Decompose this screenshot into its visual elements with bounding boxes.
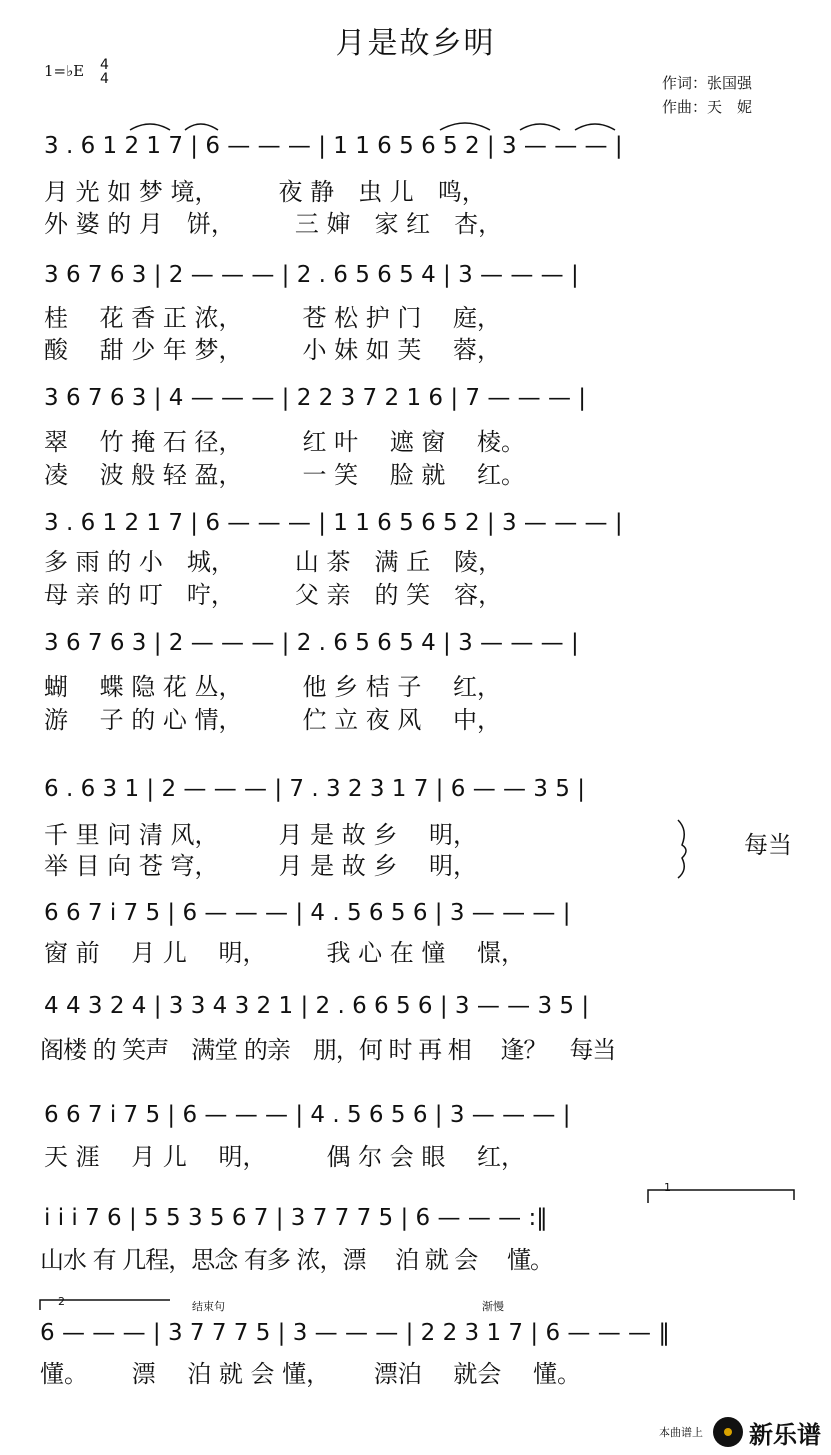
slur bbox=[185, 124, 218, 130]
notation-line: 6 6 7 i 7 5 | 6 — — — | 4 . 5 6 5 6 | 3 — — — | bbox=[44, 900, 571, 926]
lyrics-verse-1: 天 涯 月 儿 明， 偶 尔 会 眼 红， bbox=[44, 1143, 526, 1171]
lyrics-verse-1: 翠 竹 掩 石 径， 红 叶 遮 窗 棱。 bbox=[44, 428, 526, 456]
notation-line: 6 6 7 i 7 5 | 6 — — — | 4 . 5 6 5 6 | 3 — — — | bbox=[44, 1102, 571, 1128]
logo-brand: 新乐谱 bbox=[749, 1420, 821, 1449]
notation-line: 3 6 7 6 3 | 4 — — — | 2 2 3 7 2 1 6 | 7 — — — | bbox=[44, 385, 587, 411]
lyrics-verse-2: 凌 波 般 轻 盈， 一 笑 脸 就 红。 bbox=[44, 461, 526, 489]
lyrics-verse-2: 外 婆 的 月 饼， 三 婶 家 红 杏， bbox=[44, 210, 503, 238]
lyrics-verse-1: 桂 花 香 正 浓， 苍 松 护 门 庭， bbox=[44, 304, 502, 332]
volta-2-bracket bbox=[40, 1300, 170, 1310]
lyricist: 作词：张国强 bbox=[662, 74, 753, 92]
site-logo bbox=[659, 1415, 821, 1449]
volta-1-label: 1 bbox=[664, 1181, 671, 1194]
time-top: 4 bbox=[100, 57, 109, 73]
notation-line: i i i 7 6 | 5 5 3 5 6 7 | 3 7 7 7 5 | 6 — — — :‖ bbox=[44, 1205, 548, 1231]
rit-mark: 渐慢 bbox=[482, 1300, 504, 1313]
slur bbox=[575, 124, 615, 130]
page-title: 月是故乡明 bbox=[335, 26, 496, 61]
logo-prefix: 本曲谱上 bbox=[659, 1426, 703, 1439]
lyrics-verse-2: 游 子 的 心 情， 伫 立 夜 风 中， bbox=[44, 706, 502, 734]
lyrics-verse-1: 懂。 漂 泊 就 会 懂， 漂泊 就会 懂。 bbox=[40, 1360, 582, 1388]
brace bbox=[678, 820, 686, 878]
lyrics-verse-1: 多 雨 的 小 城， 山 茶 满 丘 陵， bbox=[44, 548, 503, 576]
slur bbox=[130, 124, 170, 130]
lyrics-verse-2: 母 亲 的 叮 咛， 父 亲 的 笑 容， bbox=[44, 581, 503, 609]
side-lyric: 每当 bbox=[744, 831, 792, 859]
notation-line: 3 . 6 1 2 1 7 | 6 — — — | 1 1 6 5 6 5 2 | 3 — — — | bbox=[44, 510, 623, 536]
time-bottom: 4 bbox=[100, 71, 109, 87]
lyrics-verse-1: 窗 前 月 儿 明， 我 心 在 憧 憬， bbox=[44, 939, 526, 967]
lyrics-verse-1: 月 光 如 梦 境， 夜 静 虫 儿 鸣， bbox=[44, 178, 486, 206]
notation-line: 3 . 6 1 2 1 7 | 6 — — — | 1 1 6 5 6 5 2 | 3 — — — | bbox=[44, 133, 623, 159]
composer: 作曲：天 妮 bbox=[662, 98, 753, 116]
slur bbox=[440, 123, 490, 130]
volta-1-bracket bbox=[648, 1190, 794, 1203]
record-icon bbox=[713, 1417, 743, 1447]
lyrics-verse-1: 阁楼 的 笑声 满堂 的亲 朋，何 时 再 相 逢？ 每当 bbox=[40, 1036, 616, 1064]
notation-line: 4 4 3 2 4 | 3 3 4 3 2 1 | 2 . 6 6 5 6 | 3 — — 3 5 | bbox=[44, 993, 590, 1019]
lyrics-verse-1: 千 里 问 清 风， 月 是 故 乡 明， bbox=[44, 821, 478, 849]
notation-line: 6 — — — | 3 7 7 7 5 | 3 — — — | 2 2 3 1 7 | 6 — — — ‖ bbox=[40, 1320, 670, 1346]
lyrics-verse-2: 举 目 向 苍 穹， 月 是 故 乡 明， bbox=[44, 852, 478, 880]
slur bbox=[520, 124, 560, 130]
ending-mark: 结束句 bbox=[192, 1300, 225, 1313]
lyrics-verse-2: 酸 甜 少 年 梦， 小 妹 如 芙 蓉， bbox=[44, 336, 502, 364]
lyrics-verse-1: 蝴 蝶 隐 花 丛， 他 乡 桔 子 红， bbox=[44, 673, 502, 701]
key-signature: 1=♭E bbox=[44, 62, 85, 80]
lyrics-verse-1: 山水 有 几程，思念 有多 浓，漂 泊 就 会 懂。 bbox=[40, 1246, 554, 1274]
volta-2-label: 2 bbox=[58, 1295, 65, 1308]
notation-line: 6 . 6 3 1 | 2 — — — | 7 . 3 2 3 1 7 | 6 — — 3 5 | bbox=[44, 776, 585, 802]
notation-line: 3 6 7 6 3 | 2 — — — | 2 . 6 5 6 5 4 | 3 — — — | bbox=[44, 630, 579, 656]
notation-line: 3 6 7 6 3 | 2 — — — | 2 . 6 5 6 5 4 | 3 — — — | bbox=[44, 262, 579, 288]
